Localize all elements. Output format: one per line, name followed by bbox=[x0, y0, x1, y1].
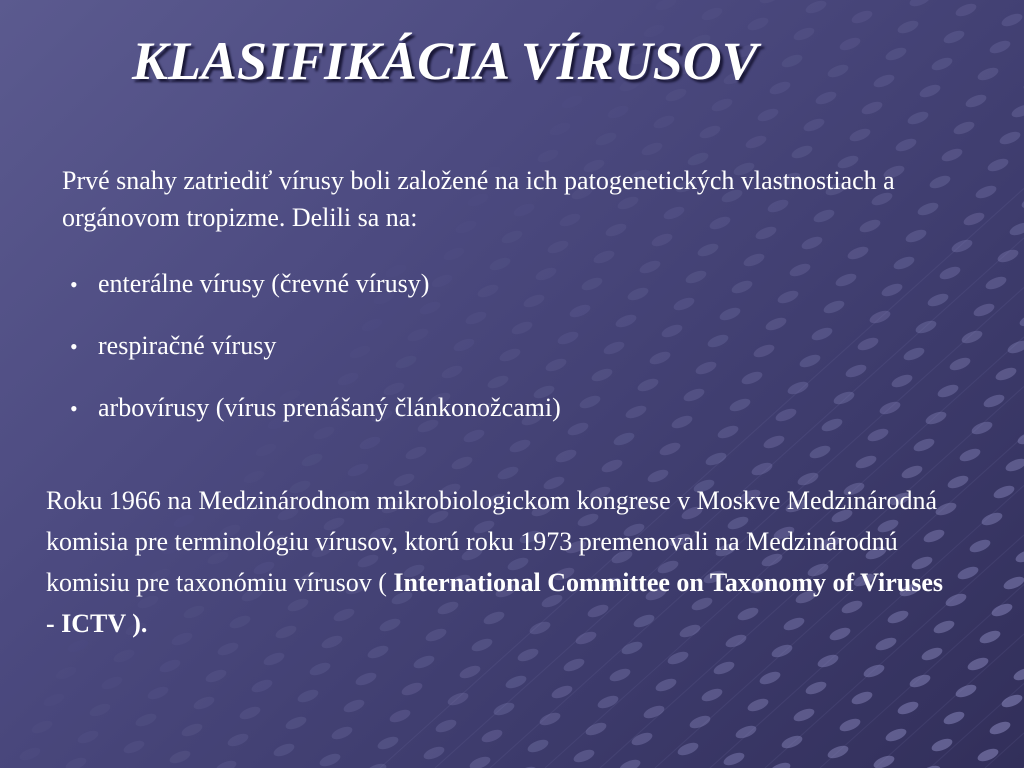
background-dot bbox=[226, 731, 250, 749]
background-dot bbox=[630, 730, 654, 748]
background-dot bbox=[602, 339, 626, 357]
background-dot bbox=[814, 89, 838, 107]
background-dot bbox=[902, 345, 926, 363]
background-dot bbox=[804, 0, 828, 16]
background-dot bbox=[550, 683, 574, 701]
background-dot bbox=[608, 666, 632, 684]
background-dot bbox=[666, 649, 690, 667]
background-dot bbox=[982, 392, 1006, 410]
background-dot bbox=[1004, 456, 1024, 474]
background-dot bbox=[624, 403, 648, 421]
ictv-name: International Committee on Taxonomy of Viruses - ICTV ). bbox=[46, 568, 943, 638]
background-dot bbox=[930, 736, 954, 754]
background-dot bbox=[1012, 665, 1024, 683]
background-dot bbox=[798, 352, 822, 370]
background-dot bbox=[1006, 338, 1024, 356]
background-dot bbox=[742, 251, 766, 269]
background-dot bbox=[180, 721, 204, 739]
history-text: Roku 1966 na Medzinárodnom mikrobiologickom kongrese v Moskve Medzinárodná komisia pre terminológiu vírusov, ktorú roku 1973 premenovali na Medzinárodnú komisiu pre taxonómiu vírusov ( bbox=[46, 486, 938, 597]
list-item bbox=[70, 264, 561, 326]
list-item-text: enterálne vírusy (črevné vírusy) bbox=[98, 269, 430, 298]
background-dot bbox=[792, 25, 816, 43]
background-dot bbox=[146, 684, 170, 702]
background-dot bbox=[238, 704, 262, 722]
background-dot bbox=[956, 564, 980, 582]
background-dot bbox=[638, 258, 662, 276]
background-dot bbox=[976, 65, 1000, 83]
background-dot bbox=[1020, 193, 1024, 211]
background-dot bbox=[942, 709, 966, 727]
background-dot bbox=[984, 274, 1008, 292]
background-dot bbox=[850, 8, 874, 26]
background-dot bbox=[546, 238, 570, 256]
background-dot bbox=[770, 642, 794, 660]
background-dot bbox=[906, 109, 930, 127]
background-dot bbox=[952, 119, 976, 137]
background-dot bbox=[792, 706, 816, 724]
background-dot bbox=[850, 689, 874, 707]
history-paragraph bbox=[46, 480, 956, 644]
background-dot bbox=[996, 247, 1020, 265]
background-dot bbox=[968, 537, 992, 555]
background-dot bbox=[652, 113, 676, 131]
background-dot bbox=[918, 82, 942, 100]
background-dot bbox=[958, 446, 982, 464]
background-dot bbox=[342, 697, 366, 715]
background-dot bbox=[442, 245, 466, 263]
background-dot bbox=[660, 322, 684, 340]
background-dot bbox=[480, 727, 504, 745]
background-dot bbox=[976, 746, 1000, 764]
background-dot bbox=[346, 461, 370, 479]
background-dot bbox=[970, 419, 994, 437]
background-dot bbox=[700, 686, 724, 704]
background-dot bbox=[786, 379, 810, 397]
background-dot bbox=[300, 451, 324, 469]
background-dot bbox=[790, 143, 814, 161]
background-dot bbox=[422, 744, 446, 762]
bullet-icon: • bbox=[70, 272, 78, 297]
background-dot bbox=[458, 663, 482, 681]
background-dot bbox=[718, 305, 742, 323]
background-dot bbox=[42, 691, 66, 709]
background-dot bbox=[896, 18, 920, 36]
background-dot bbox=[834, 271, 858, 289]
background-dot bbox=[612, 430, 636, 448]
background-dot bbox=[752, 342, 776, 360]
background-dot bbox=[826, 62, 850, 80]
background-dot bbox=[978, 628, 1002, 646]
background-dot bbox=[712, 659, 736, 677]
background-dot bbox=[700, 5, 724, 23]
background-dot bbox=[112, 647, 136, 665]
background-dot bbox=[600, 457, 624, 475]
background-dot bbox=[578, 393, 602, 411]
background-dot bbox=[572, 747, 596, 765]
background-dot bbox=[654, 676, 678, 694]
background-dot bbox=[804, 679, 828, 697]
background-dot bbox=[744, 133, 768, 151]
virus-classification-list bbox=[70, 264, 561, 450]
background-dot bbox=[626, 285, 650, 303]
background-dot bbox=[762, 433, 786, 451]
background-dot bbox=[400, 680, 424, 698]
list-item-text: arbovírusy (vírus prenášaný článkonožcami) bbox=[98, 393, 561, 422]
background-dot bbox=[776, 288, 800, 306]
background-dot bbox=[566, 420, 590, 438]
background-dot bbox=[894, 136, 918, 154]
background-dot bbox=[640, 140, 664, 158]
background-line bbox=[875, 634, 1024, 768]
background-dot bbox=[584, 720, 608, 738]
bullet-icon: • bbox=[70, 396, 78, 421]
background-dot bbox=[710, 96, 734, 114]
background-dot bbox=[596, 693, 620, 711]
background-dot bbox=[900, 463, 924, 481]
background-dot bbox=[514, 764, 538, 768]
background-dot bbox=[158, 657, 182, 675]
background-dot bbox=[648, 349, 672, 367]
background-dot bbox=[980, 510, 1004, 528]
background-dot bbox=[992, 483, 1016, 501]
background-dot bbox=[538, 710, 562, 728]
background-dot bbox=[802, 116, 826, 134]
background-dot bbox=[204, 667, 228, 685]
background-dot bbox=[890, 372, 914, 390]
background-dot bbox=[918, 763, 942, 768]
background-dot bbox=[728, 396, 752, 414]
background-dot bbox=[740, 369, 764, 387]
background-dot bbox=[994, 365, 1018, 383]
background-dot bbox=[706, 332, 730, 350]
background-dot bbox=[1010, 102, 1024, 120]
background-dot bbox=[88, 701, 112, 719]
background-dot bbox=[872, 753, 896, 768]
background-dot bbox=[846, 244, 870, 262]
background-dot bbox=[684, 268, 708, 286]
background-dot bbox=[788, 261, 812, 279]
background-dot bbox=[64, 755, 88, 768]
background-dot bbox=[76, 728, 100, 746]
background-dot bbox=[100, 674, 124, 692]
background-dot bbox=[960, 328, 984, 346]
background-dot bbox=[548, 120, 572, 138]
background-dot bbox=[734, 723, 758, 741]
background-dot bbox=[590, 366, 614, 384]
background-dot bbox=[758, 0, 782, 6]
list-item bbox=[70, 388, 561, 450]
background-dot bbox=[1014, 547, 1024, 565]
background-dot bbox=[618, 757, 642, 768]
background-dot bbox=[698, 123, 722, 141]
background-dot bbox=[964, 92, 988, 110]
background-dot bbox=[966, 655, 990, 673]
background-dot bbox=[676, 740, 700, 758]
background-dot bbox=[696, 241, 720, 259]
background-dot bbox=[1008, 220, 1024, 238]
background-dot bbox=[774, 406, 798, 424]
background-dot bbox=[272, 741, 296, 759]
background-dot bbox=[844, 362, 868, 380]
background-dot bbox=[354, 670, 378, 688]
background-dot bbox=[942, 28, 966, 46]
background-dot bbox=[926, 291, 950, 309]
background-dot bbox=[388, 707, 412, 725]
background-dot bbox=[954, 682, 978, 700]
bullet-icon: • bbox=[70, 334, 78, 359]
background-dot bbox=[750, 460, 774, 478]
background-dot bbox=[636, 376, 660, 394]
background-dot bbox=[768, 79, 792, 97]
background-dot bbox=[614, 312, 638, 330]
background-dot bbox=[412, 653, 436, 671]
background-dot bbox=[658, 440, 682, 458]
background-dot bbox=[974, 183, 998, 201]
background-dot bbox=[866, 426, 890, 444]
background-dot bbox=[516, 646, 540, 664]
background-dot bbox=[434, 717, 458, 735]
background-dot bbox=[592, 248, 616, 266]
background-dot bbox=[450, 454, 474, 472]
background-dot bbox=[986, 156, 1010, 174]
background-dot bbox=[988, 38, 1012, 56]
background-dot bbox=[722, 750, 746, 768]
background-dot bbox=[908, 672, 932, 690]
background-dot bbox=[654, 0, 678, 13]
background-dot bbox=[134, 711, 158, 729]
background-dot bbox=[816, 652, 840, 670]
background-dot bbox=[594, 130, 618, 148]
background-dot bbox=[468, 754, 492, 768]
background-dot bbox=[948, 355, 972, 373]
background-dot bbox=[192, 694, 216, 712]
background-dot bbox=[560, 93, 584, 111]
background-dot bbox=[1016, 429, 1024, 447]
background-dot bbox=[998, 129, 1022, 147]
background-dot bbox=[18, 745, 42, 763]
background-dot bbox=[854, 453, 878, 471]
background-dot bbox=[284, 714, 308, 732]
background-dot bbox=[872, 72, 896, 90]
list-item bbox=[70, 326, 561, 388]
background-dot bbox=[366, 643, 390, 661]
background-dot bbox=[670, 413, 694, 431]
background-dot bbox=[856, 335, 880, 353]
background-dot bbox=[526, 737, 550, 755]
background-dot bbox=[214, 758, 238, 768]
background-dot bbox=[606, 103, 630, 121]
background-dot bbox=[838, 35, 862, 53]
background-dot bbox=[880, 281, 904, 299]
background-dot bbox=[848, 126, 872, 144]
background-dot bbox=[808, 443, 832, 461]
background-dot bbox=[930, 55, 954, 73]
background-dot bbox=[822, 298, 846, 316]
background-dot bbox=[780, 52, 804, 70]
background-dot bbox=[730, 278, 754, 296]
background-dot bbox=[30, 718, 54, 736]
background-dot bbox=[376, 734, 400, 752]
background-dot bbox=[330, 724, 354, 742]
slide-title: KLASIFIKÁCIA VÍRUSOV bbox=[132, 31, 758, 91]
background-dot bbox=[768, 760, 792, 768]
background-dot bbox=[988, 719, 1012, 737]
background-dot bbox=[318, 751, 342, 768]
background-dot bbox=[756, 106, 780, 124]
background-dot bbox=[296, 687, 320, 705]
background-dot bbox=[716, 423, 740, 441]
background-dot bbox=[562, 656, 586, 674]
background-dot bbox=[672, 295, 696, 313]
background-dot bbox=[308, 660, 332, 678]
background-dot bbox=[884, 45, 908, 63]
background-dot bbox=[860, 99, 884, 117]
background-dot bbox=[892, 254, 916, 272]
background-dot bbox=[764, 315, 788, 333]
background-dot bbox=[912, 436, 936, 454]
background-dot bbox=[896, 699, 920, 717]
background-dot bbox=[1000, 11, 1024, 29]
background-dot bbox=[568, 302, 592, 320]
background-dot bbox=[908, 0, 932, 9]
background-dot bbox=[168, 748, 192, 766]
background-dot bbox=[682, 386, 706, 404]
background-dot bbox=[938, 264, 962, 282]
list-item-text: respiračné vírusy bbox=[98, 331, 277, 360]
background-dot bbox=[694, 359, 718, 377]
background-dot bbox=[492, 700, 516, 718]
background-dot bbox=[800, 234, 824, 252]
background-dot bbox=[746, 696, 770, 714]
background-dot bbox=[810, 325, 834, 343]
background-dot bbox=[1002, 574, 1024, 592]
background-dot bbox=[838, 716, 862, 734]
background-dot bbox=[954, 1, 978, 19]
background-dot bbox=[262, 650, 286, 668]
background-dot bbox=[54, 664, 78, 682]
background-dot bbox=[580, 275, 604, 293]
background-dot bbox=[1018, 311, 1024, 329]
background-dot bbox=[250, 677, 274, 695]
background-dot bbox=[122, 738, 146, 756]
intro-paragraph: Prvé snahy zatriediť vírusy boli založené na ich patogenetických vlastnostiach a orgánovom tropizme. Delili sa na: bbox=[62, 166, 895, 232]
